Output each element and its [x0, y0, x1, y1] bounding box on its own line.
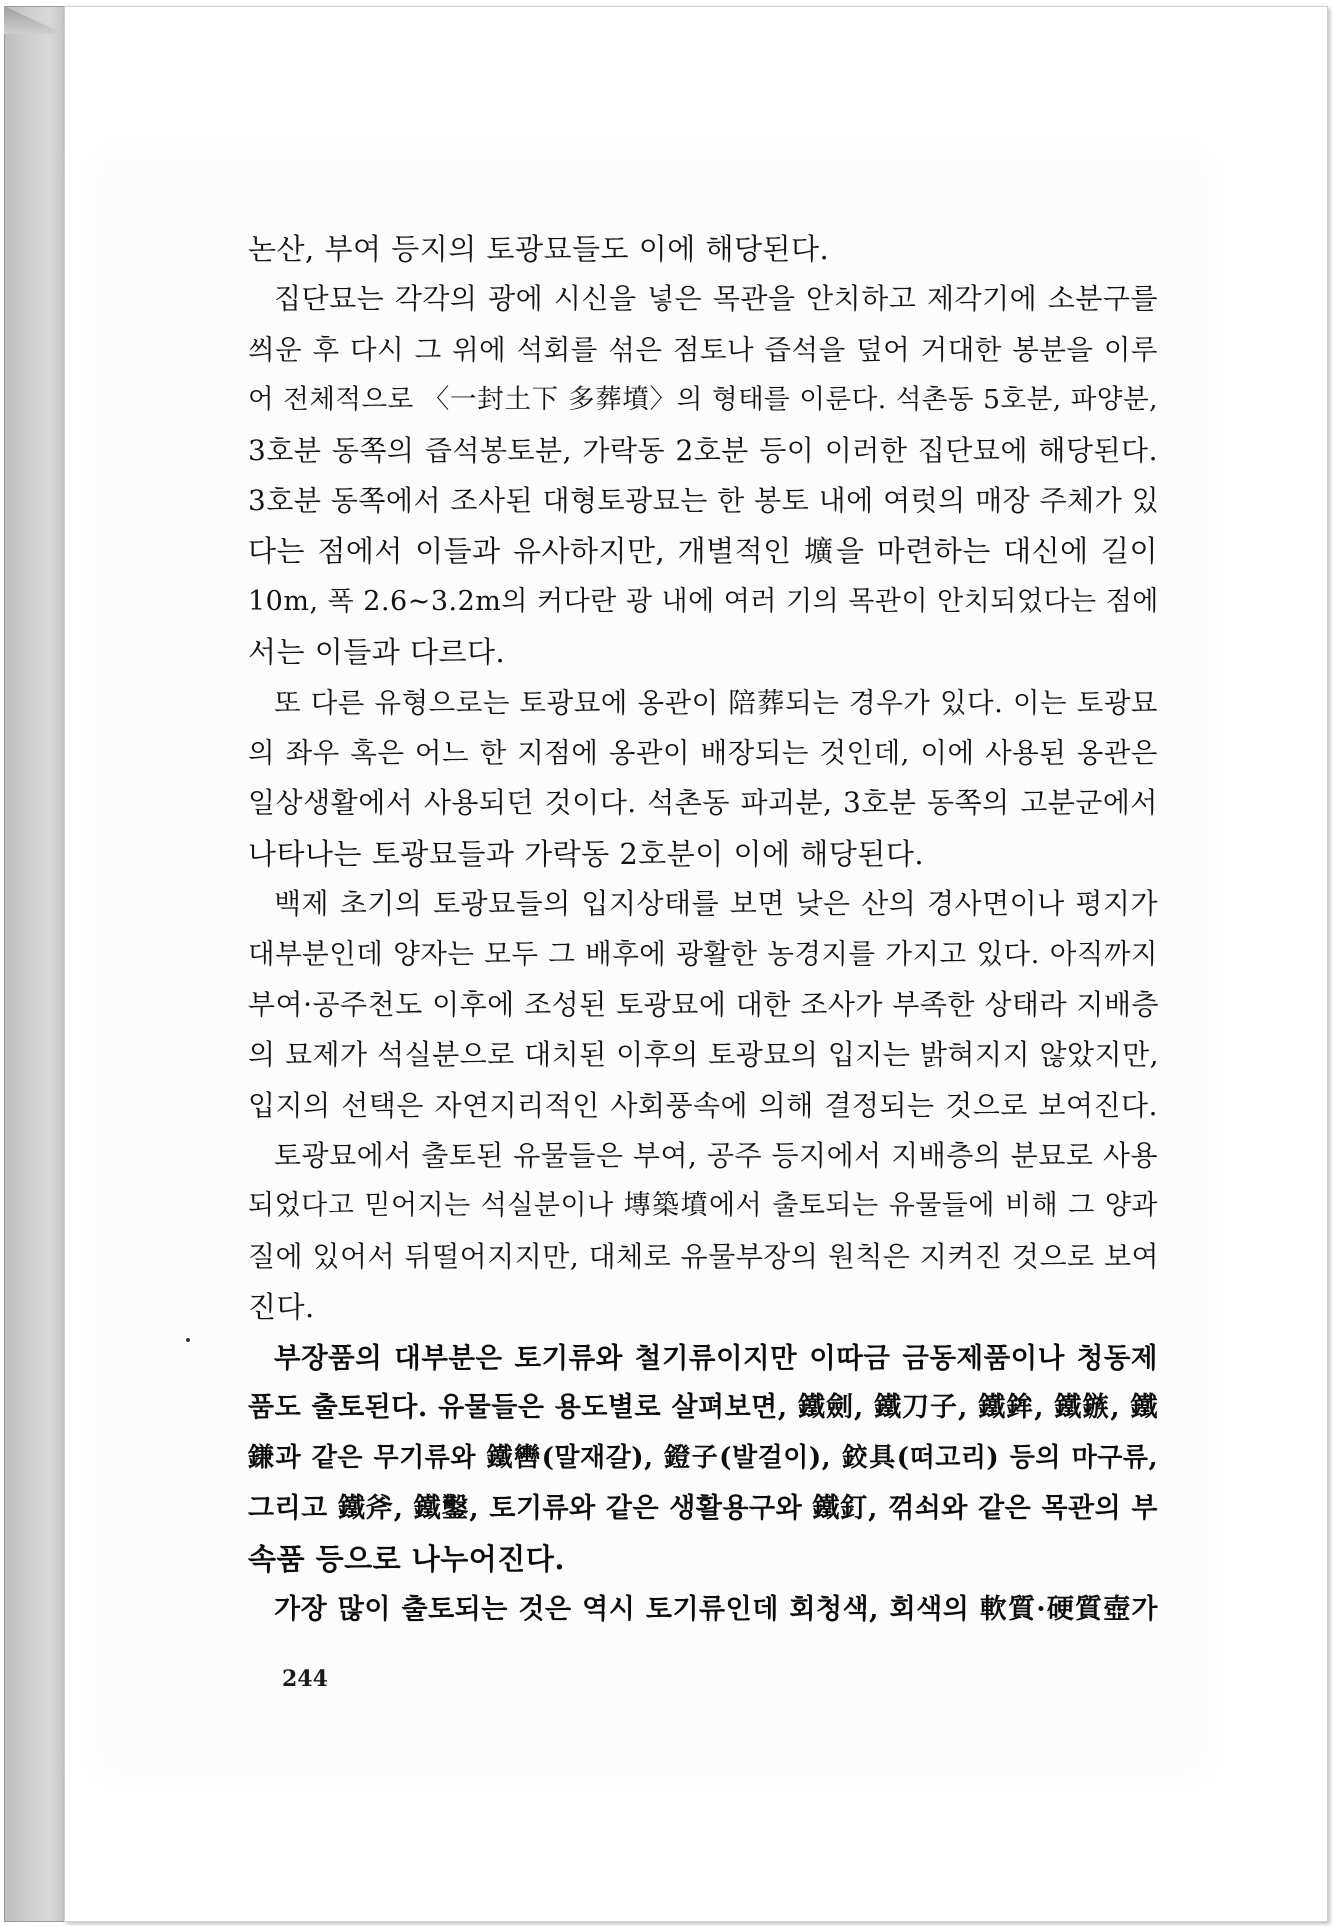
text-line: 대부분인데 양자는 모두 그 배후에 광활한 농경지를 가지고 있다. 아직까지 — [248, 938, 1158, 971]
text-line: 의 좌우 혹은 어느 한 지점에 옹관이 배장되는 것인데, 이에 사용된 옹관은 — [248, 736, 1158, 769]
text-line: 10m, 폭 2.6~3.2m의 커다란 광 내에 여러 기의 목관이 안치되었다는 점에 — [248, 585, 1159, 617]
text-line: 일상생활에서 사용되던 것이다. 석촌동 파괴분, 3호분 동쪽의 고분군에서 — [248, 786, 1158, 820]
text-line: 진다. — [248, 1290, 315, 1325]
text-line: 부여·공주천도 이후에 조성된 토광묘에 대한 조사가 부족한 상태라 지배층 — [248, 987, 1160, 1021]
text-line: 그리고 鐵斧, 鐵鑿, 토기류와 같은 생활용구와 鐵釘, 꺾쇠와 같은 목관의 부 — [248, 1492, 1158, 1524]
text-line: 백제 초기의 토광묘들의 입지상태를 보면 낮은 산의 경사면이나 평지가 — [274, 887, 1158, 921]
text-line: 부장품의 대부분은 토기류와 철기류이지만 이따금 금동제품이나 청동제 — [274, 1341, 1158, 1374]
text-line: 어 전체적으로 〈一封土下 多葬墳〉의 형태를 이룬다. 석촌동 5호분, 파양분, — [248, 384, 1158, 416]
text-line: 속품 등으로 나누어진다. — [248, 1542, 565, 1577]
text-line: 토광묘에서 출토된 유물들은 부여, 공주 등지에서 지배층의 분묘로 사용 — [274, 1139, 1158, 1173]
text-line: 또 다른 유형으로는 토광묘에 옹관이 陪葬되는 경우가 있다. 이는 토광묘 — [274, 686, 1158, 719]
text-line: 질에 있어서 뒤떨어지지만, 대체로 유물부장의 원칙은 지켜진 것으로 보여 — [248, 1239, 1160, 1273]
text-line: 3호분 동쪽에서 조사된 대형토광묘는 한 봉토 내에 여럿의 매장 주체가 있 — [248, 483, 1160, 517]
body-text — [248, 224, 1158, 1635]
text-line: 서는 이들과 다르다. — [248, 635, 506, 670]
text-line: 논산, 부여 등지의 토광묘들도 이에 해당된다. — [248, 232, 830, 266]
text-line: 집단묘는 각각의 광에 시신을 넣은 목관을 안치하고 제각기에 소분구를 — [274, 282, 1158, 316]
text-line: 나타나는 토광묘들과 가락동 2호분이 이에 해당된다. — [248, 836, 925, 871]
text-line: 鎌과 같은 무기류와 鐵轡(말재갈), 鐙子(발걸이), 鉸具(떠고리) 등의 마구류, — [248, 1443, 1158, 1474]
stray-mark — [186, 1338, 190, 1342]
text-line: 가장 많이 출토되는 것은 역시 토기류인데 회청색, 회색의 軟質·硬質壺가 — [274, 1593, 1158, 1625]
text-line: 다는 점에서 이들과 유사하지만, 개별적인 壙을 마련하는 대신에 길이 — [248, 534, 1158, 569]
text-line: 되었다고 믿어지는 석실분이나 塼築墳에서 출토되는 유물들에 비해 그 양과 — [248, 1190, 1158, 1222]
text-line: 입지의 선택은 자연지리적인 사회풍속에 의해 결정되는 것으로 보여진다. — [248, 1088, 1158, 1122]
page-number: 244 — [282, 1666, 328, 1692]
text-line: 품도 출토된다. 유물들은 용도별로 살펴보면, 鐵劍, 鐵刀子, 鐵鉾, 鐵鏃, 鐵 — [248, 1391, 1158, 1423]
text-line: 씌운 후 다시 그 위에 석회를 섞은 점토나 즙석을 덮어 거대한 봉분을 이루 — [248, 333, 1158, 366]
book-spine — [4, 6, 66, 1922]
text-line: 3호분 동쪽의 즙석봉토분, 가락동 2호분 등이 이러한 집단묘에 해당된다. — [248, 433, 1158, 467]
text-line: 의 묘제가 석실분으로 대치된 이후의 토광묘의 입지는 밝혀지지 않았지만, — [248, 1038, 1160, 1072]
